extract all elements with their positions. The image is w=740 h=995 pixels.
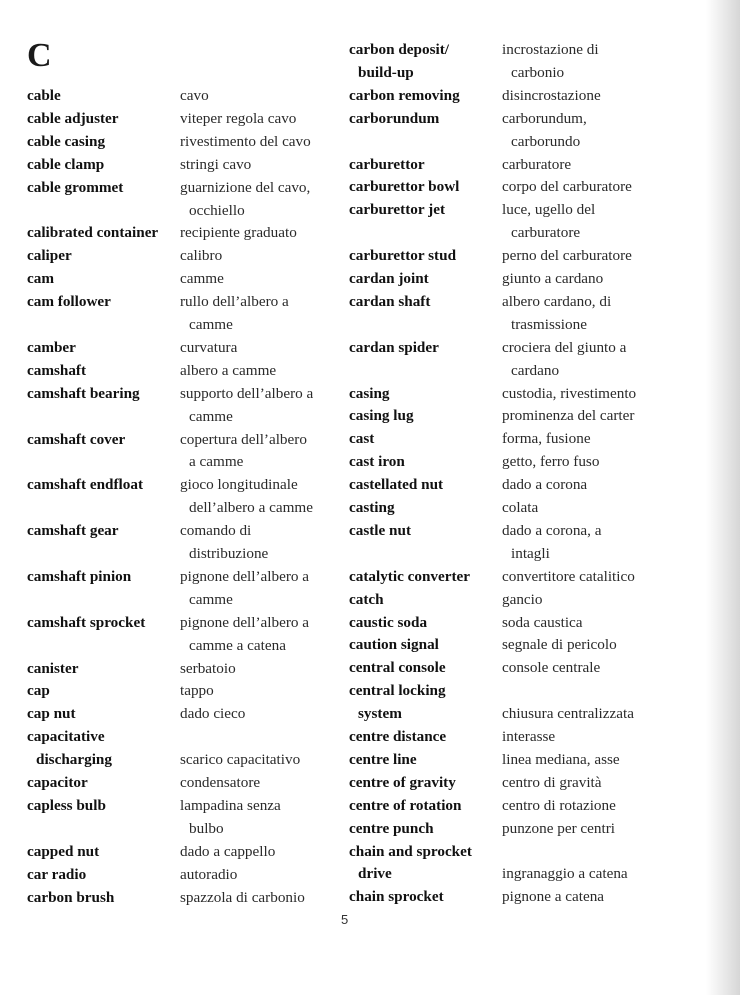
- entry-translation: calibro: [180, 247, 223, 265]
- entry-term: carburettor: [349, 155, 425, 173]
- entry-translation: stringi cavo: [180, 155, 252, 173]
- entry-term: carbon deposit/: [349, 41, 449, 58]
- entry-term: centre distance: [349, 728, 447, 745]
- entry-term: caution signal: [349, 636, 439, 654]
- entry-translation: forma, fusione: [502, 430, 591, 448]
- entry-term: centre punch: [349, 819, 434, 837]
- entry-translation: colata: [502, 499, 539, 516]
- section-letter: C: [27, 37, 52, 74]
- entry-term: cable: [27, 87, 61, 104]
- entry-term: centre of rotation: [349, 796, 462, 814]
- entry-term: cam follower: [27, 293, 111, 311]
- entry-translation: centro di rotazione: [502, 796, 616, 814]
- entry-term: carbon removing: [349, 86, 460, 104]
- entry-term: castellated nut: [349, 476, 444, 494]
- entry-term: cardan spider: [349, 338, 439, 356]
- entry-translation: autoradio: [180, 865, 238, 883]
- entry-translation: crociera del giunto a: [502, 338, 627, 356]
- entry-term: cap: [27, 682, 50, 700]
- entry-term: capacitor: [27, 774, 88, 791]
- entry-translation: dado a cappello: [180, 842, 276, 860]
- entry-translation: pignone a catena: [502, 888, 605, 906]
- entry-translation: supporto dell’albero a: [180, 384, 314, 402]
- entry-term: cast iron: [349, 453, 405, 471]
- entry-term: cap nut: [27, 705, 76, 723]
- entry-term: camshaft gear: [27, 522, 119, 540]
- entry-term: camshaft bearing: [27, 384, 140, 402]
- entry-translation: ingranaggio a catena: [502, 865, 628, 883]
- entry-term: camshaft endfloat: [27, 476, 144, 494]
- entry-term: caustic soda: [349, 613, 428, 631]
- entry-translation: carborundum,: [502, 109, 587, 127]
- entry-term: camber: [27, 338, 76, 356]
- entry-term: camshaft pinion: [27, 567, 132, 585]
- entry-translation: intagli: [511, 544, 550, 562]
- entry-translation: carborundo: [511, 132, 581, 150]
- page-number: 5: [341, 912, 349, 927]
- entry-term: centre of gravity: [349, 773, 456, 791]
- entry-translation: camme a catena: [189, 636, 286, 654]
- entry-term: carburettor stud: [349, 247, 457, 265]
- entry-term: discharging: [36, 751, 112, 769]
- entry-translation: carburatore: [502, 155, 572, 173]
- entry-term: casting: [349, 499, 395, 516]
- entry-term: cam: [27, 270, 54, 288]
- entry-term: cable casing: [27, 132, 106, 150]
- entry-term: chain sprocket: [349, 888, 444, 906]
- entry-translation: distribuzione: [189, 545, 269, 562]
- entry-translation: carbonio: [511, 63, 565, 81]
- entry-term: car radio: [27, 865, 87, 883]
- entry-term: camshaft: [27, 361, 87, 379]
- entry-translation: chiusura centralizzata: [502, 705, 634, 723]
- page-edge-shadow: [706, 0, 740, 995]
- entry-term: canister: [27, 659, 79, 677]
- entry-translation: rivestimento del cavo: [180, 132, 311, 150]
- entry-term: central locking: [349, 682, 446, 700]
- entry-translation: lampadina senza: [180, 796, 281, 814]
- entry-term: caliper: [27, 247, 72, 265]
- entry-translation: camme: [189, 316, 233, 333]
- entry-term: carburettor jet: [349, 201, 446, 219]
- entry-term: cardan joint: [349, 270, 429, 287]
- entry-term: carborundum: [349, 109, 440, 127]
- entry-translation: condensatore: [180, 774, 261, 791]
- entry-term: camshaft sprocket: [27, 613, 146, 631]
- entry-translation: recipiente graduato: [180, 224, 297, 242]
- entry-translation: trasmissione: [511, 315, 587, 333]
- entry-term: system: [358, 705, 402, 723]
- entry-translation: linea mediana, asse: [502, 750, 620, 768]
- entry-translation: giunto a cardano: [502, 270, 604, 287]
- entry-term: cable adjuster: [27, 109, 119, 127]
- entry-term: catch: [349, 590, 384, 608]
- entry-term: chain and sprocket: [349, 842, 472, 860]
- entry-translation: luce, ugello del: [502, 201, 596, 219]
- entry-translation: tappo: [180, 682, 214, 700]
- entry-term: cardan shaft: [349, 292, 431, 310]
- entry-translation: interasse: [502, 728, 556, 745]
- entry-term: drive: [358, 865, 392, 883]
- entry-translation: pignone dell’albero a: [180, 613, 310, 631]
- entry-term: casing lug: [349, 407, 414, 425]
- entry-term: catalytic converter: [349, 567, 471, 585]
- entry-translation: camme: [189, 590, 233, 608]
- entry-translation: punzone per centri: [502, 819, 616, 837]
- entry-translation: pignone dell’albero a: [180, 567, 310, 585]
- entry-translation: disincrostazione: [502, 86, 601, 104]
- entry-term: cable clamp: [27, 155, 105, 173]
- entry-term: calibrated container: [27, 224, 159, 242]
- entry-term: centre line: [349, 750, 417, 768]
- entry-translation: comando di: [180, 522, 252, 540]
- entry-translation: albero cardano, di: [502, 292, 612, 310]
- entry-term: castle nut: [349, 521, 412, 539]
- entry-translation: camme: [180, 270, 224, 288]
- entry-translation: cavo: [180, 87, 209, 104]
- entry-translation: segnale di pericolo: [502, 636, 617, 654]
- entry-translation: dell’albero a camme: [189, 499, 313, 517]
- entry-translation: gancio: [502, 590, 543, 608]
- entry-term: carbon brush: [27, 888, 115, 906]
- entry-translation: occhiello: [189, 201, 245, 219]
- entry-translation: custodia, rivestimento: [502, 384, 637, 402]
- entry-translation: curvatura: [180, 338, 238, 356]
- entry-translation: guarnizione del cavo,: [180, 178, 311, 196]
- entry-term: casing: [349, 384, 390, 402]
- entry-term: carburettor bowl: [349, 178, 460, 196]
- entry-translation: dado cieco: [180, 705, 246, 723]
- entry-translation: prominenza del carter: [502, 407, 635, 425]
- entry-translation: a camme: [189, 453, 244, 471]
- entry-term: capped nut: [27, 842, 100, 860]
- entry-translation: getto, ferro fuso: [502, 453, 600, 471]
- entry-translation: carburatore: [511, 224, 581, 242]
- entry-term: cable grommet: [27, 178, 124, 196]
- entry-term: capless bulb: [27, 796, 106, 814]
- entry-translation: convertitore catalitico: [502, 567, 635, 585]
- entry-translation: bulbo: [189, 819, 224, 837]
- entry-translation: albero a camme: [180, 361, 277, 379]
- entry-translation: copertura dell’albero: [180, 430, 307, 448]
- entry-translation: spazzola di carbonio: [180, 888, 305, 906]
- entry-translation: incrostazione di: [502, 41, 599, 58]
- entry-term: camshaft cover: [27, 430, 126, 448]
- entry-term: build-up: [358, 63, 414, 81]
- entry-translation: cardano: [511, 361, 560, 379]
- entry-translation: rullo dell’albero a: [180, 293, 289, 311]
- entry-translation: centro di gravità: [502, 773, 602, 791]
- entry-translation: dado a corona, a: [502, 521, 602, 539]
- entry-translation: perno del carburatore: [502, 247, 632, 265]
- entry-term: central console: [349, 659, 446, 677]
- entry-translation: corpo del carburatore: [502, 178, 632, 196]
- entry-translation: camme: [189, 407, 233, 425]
- entry-translation: dado a corona: [502, 476, 588, 494]
- entry-term: cast: [349, 430, 375, 448]
- entry-translation: serbatoio: [180, 659, 236, 677]
- entry-translation: console centrale: [502, 659, 601, 677]
- entry-translation: scarico capacitativo: [180, 751, 301, 769]
- entry-translation: gioco longitudinale: [180, 476, 298, 494]
- entry-term: capacitative: [27, 728, 105, 746]
- entry-translation: viteper regola cavo: [180, 109, 297, 127]
- entry-translation: soda caustica: [502, 613, 583, 631]
